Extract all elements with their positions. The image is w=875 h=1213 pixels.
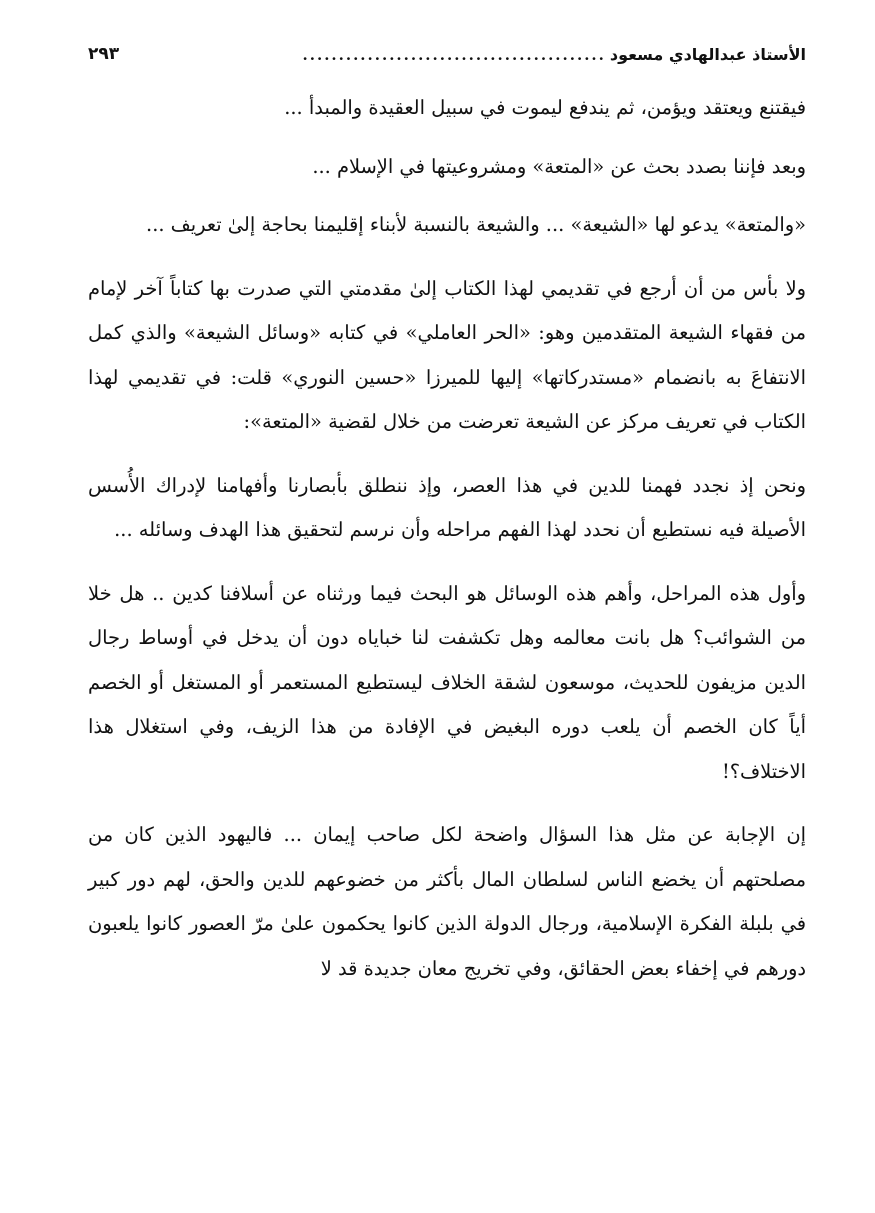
paragraph: وأول هذه المراحل، وأهم هذه الوسائل هو البحث فيما ورثناه عن أسلافنا كدين .. هل خلا من الشوائب؟ هل بانت معالمه وهل تكشفت لنا خباياه دون أن يدخل في أوساط رجال الدين مزيفون للحديث، موسعون لشقة الخلاف ليستطيع المستعمر أو المستغل أو الخصم أياً كان الخصم أن يلعب دوره البغيض في الإفادة من هذا الزيف، وفي استغلال هذا الاختلاف؟! [88, 581, 806, 783]
paragraph: «والمتعة» يدعو لها «الشيعة» ... والشيعة بالنسبة لأبناء إقليمنا بحاجة إلىٰ تعريف ... [146, 213, 806, 236]
paragraph: ونحن إذ نجدد فهمنا للدين في هذا العصر، وإذ ننطلق بأبصارنا وأفهامنا لإدراك الأُسس الأصيلة فيه نستطيع أن نحدد لهذا الفهم مراحله وأن نرسم لتحقيق هذا الهدف وسائله ... [88, 473, 806, 541]
book-page [88, 28, 806, 1010]
body-text [88, 86, 806, 991]
paragraph: ولا بأس من أن أرجع في تقديمي لهذا الكتاب إلىٰ مقدمتي التي صدرت بها كتاباً آخر لإمام من فقهاء الشيعة المتقدمين وهو: «الحر العاملي» في كتابه «وسائل الشيعة» والذي كمل الانتفاعَ به بانضمام «مستدركاتها» إليها للميرزا «حسين النوري» قلت: في تقديمي لهذا الكتاب في تعريف مركز عن الشيعة تعرضت من خلال لقضية «المتعة»: [88, 276, 806, 433]
page-number: ٢٩٣ [88, 44, 120, 64]
paragraph: فيقتنع ويعتقد ويؤمن، ثم يندفع ليموت في سبيل العقيدة والمبدأ ... [284, 96, 806, 119]
paragraph: وبعد فإننا بصدد بحث عن «المتعة» ومشروعيتها في الإسلام ... [312, 154, 806, 178]
leader-dots: .......................................... [302, 46, 606, 64]
running-header [88, 28, 806, 64]
paragraph: إن الإجابة عن مثل هذا السؤال واضحة لكل صاحب إيمان ... فاليهود الذين كان من مصلحتهم أن يخضع الناس لسلطان المال بأكثر من خضوعهم للدين والحق، لهم دور كبير في بلبلة الفكرة الإسلامية، ورجال الدولة الذين كانوا يحكمون علىٰ مرّ العصور كانوا يلعبون دورهم في إخفاء بعض الحقائق، وفي تخريج معان جديدة قد لا [88, 823, 806, 980]
running-header-author: الأستاذ عبدالهادي مسعود [609, 45, 806, 64]
